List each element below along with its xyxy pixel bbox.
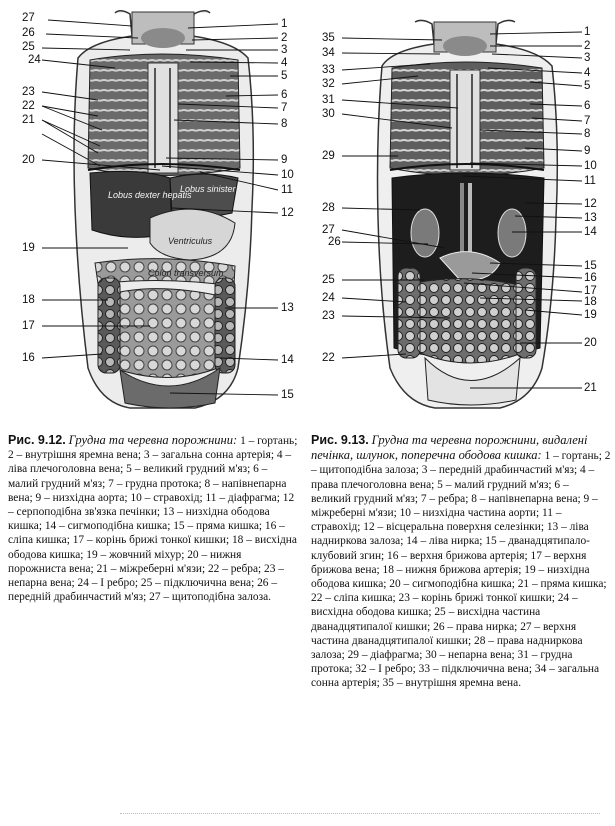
callout-right-7: 7 xyxy=(584,115,591,127)
callout-right-1: 1 xyxy=(281,18,288,30)
figure-number: Рис. 9.12. xyxy=(8,433,66,447)
callout-left-31: 31 xyxy=(322,94,335,106)
callout-right-1: 1 xyxy=(584,26,591,38)
callout-right-5: 5 xyxy=(281,70,288,82)
callout-right-7: 7 xyxy=(281,102,288,114)
callout-right-11: 11 xyxy=(281,184,293,196)
callout-left-22: 22 xyxy=(322,352,335,364)
anatomy-illustration-9-12 xyxy=(20,8,300,428)
callout-left-23: 23 xyxy=(322,310,335,322)
callout-left-35: 35 xyxy=(322,32,335,44)
callout-right-11: 11 xyxy=(584,175,596,187)
callout-left-28: 28 xyxy=(322,202,335,214)
callout-left-21: 21 xyxy=(22,114,35,126)
callout-right-5: 5 xyxy=(584,80,591,92)
callout-right-6: 6 xyxy=(584,100,591,112)
callout-right-10: 10 xyxy=(281,169,294,181)
callout-left-22: 22 xyxy=(22,100,35,112)
callout-left-18: 18 xyxy=(22,294,35,306)
callout-right-9: 9 xyxy=(281,154,288,166)
figure-title: Грудна та черевна порожнини, видалені печінка, шлунок, поперечна ободова кишка: xyxy=(311,433,588,463)
callout-left-17: 17 xyxy=(22,320,35,332)
callout-left-32: 32 xyxy=(322,78,335,90)
callout-right-10: 10 xyxy=(584,160,597,172)
figure-legend: 1 – гортань; 2 – внутрішня яремна вена; 3 – загальна сонна артерія; 4 – ліва плечоголовна вена; 5 – великий грудний м'яз; 6 – малий грудний м'яз; 7 – грудна протока; 8 – напівнепарна вена; 9 – низхідна аорта; 10 – стравохід; 11 – діафрагма; 12 – серпоподібна зв'язка печінки; 13 – низхідна ободова кишка; 14 – сигмоподібна кишка; 15 – пряма кишка; 16 – сліпа кишка; 17 – корінь брижі тонкої кишки; 18 – висхідна ободова кишка; 19 – жовчний міхур; 20 – нижня порожниста вена; 21 – міжреберні м'язи; 22 – ребра; 23 – непарна вена; 24 – І ребро; 25 – підключична вена; 26 – передній драбинчастий м'яз; 27 – щитоподібна залоза. xyxy=(8,435,298,604)
figure-9-13 xyxy=(320,18,610,413)
callout-left-24: 24 xyxy=(322,292,335,304)
callout-left-29: 29 xyxy=(322,150,335,162)
callout-right-15: 15 xyxy=(584,260,597,272)
callout-right-8: 8 xyxy=(281,118,288,130)
callout-right-12: 12 xyxy=(584,198,597,210)
callout-right-4: 4 xyxy=(584,67,591,79)
callout-right-16: 16 xyxy=(584,272,597,284)
callout-right-19: 19 xyxy=(584,309,597,321)
callout-right-3: 3 xyxy=(281,44,288,56)
callout-left-27: 27 xyxy=(322,224,335,236)
callout-right-9: 9 xyxy=(584,145,591,157)
callout-right-18: 18 xyxy=(584,296,597,308)
callout-right-13: 13 xyxy=(584,212,597,224)
callout-right-15: 15 xyxy=(281,389,294,401)
callout-left-33: 33 xyxy=(322,64,335,76)
page-footer-rule xyxy=(120,813,600,824)
callout-right-12: 12 xyxy=(281,207,294,219)
callout-left-24: 24 xyxy=(28,54,41,66)
figure-legend: 1 – гортань; 2 – щитоподібна залоза; 3 – передній драбинчастий м'яз; 4 – права плечоголовна вена; 5 – малий грудний м'яз; 6 – великий грудний м'яз; 7 – ребра; 8 – напівнепарна вена; 9 – міжреберні м'язи; 10 – низхідна частина аорти; 11 – стравохід; 12 – вісцеральна поверхня селезінки; 13 – ліва надниркова залоза; 14 – ліва нирка; 15 – дванадцятипало-клубовий згин; 16 – верхня брижова артерія; 17 – верхня брижова вена; 18 – нижня брижова артерія; 19 – низхідна ободова кишка; 20 – сигмоподібна кишка; 21 – пряма кишка; 22 – сліпа кишка; 23 – корінь брижі тонкої кишки; 24 – висхідна ободова кишка; 25 – висхідна частина дванадцятипалої кишки; 26 – права нирка; 27 – верхня частина дванадцятипалої кишки; 28 – права надниркова залоза; 29 – діафрагма; 30 – непарна вена; 31 – грудна протока; 32 – І ребро; 33 – підключична вена; 34 – загальна сонна артерія; 35 – внутрішня яремна вена. xyxy=(311,450,611,690)
callout-left-23: 23 xyxy=(22,86,35,98)
callout-left-25: 25 xyxy=(22,41,35,53)
callout-left-26: 26 xyxy=(328,236,341,248)
caption-fig-9-12 xyxy=(8,433,298,604)
callout-right-17: 17 xyxy=(584,285,597,297)
callout-right-2: 2 xyxy=(584,40,591,52)
colon-transversum-label: Colon transversum xyxy=(148,268,224,278)
figure-number: Рис. 9.13. xyxy=(311,433,369,447)
callout-right-2: 2 xyxy=(281,32,288,44)
callout-left-30: 30 xyxy=(322,108,335,120)
lobus-dexter-label: Lobus dexter hepatis xyxy=(108,190,192,200)
callout-left-25: 25 xyxy=(322,274,335,286)
callout-right-4: 4 xyxy=(281,57,288,69)
caption-fig-9-13 xyxy=(311,433,611,691)
callout-left-16: 16 xyxy=(22,352,35,364)
lobus-sinister-label: Lobus sinister xyxy=(180,184,236,194)
callout-left-19: 19 xyxy=(22,242,35,254)
callout-right-21: 21 xyxy=(584,382,597,394)
ventriculus-label: Ventriculus xyxy=(168,236,213,246)
callout-right-3: 3 xyxy=(584,52,591,64)
figure-title: Грудна та черевна порожнини: xyxy=(68,433,238,447)
callout-right-6: 6 xyxy=(281,89,288,101)
callout-left-20: 20 xyxy=(22,154,35,166)
callout-right-8: 8 xyxy=(584,128,591,140)
figure-9-12 xyxy=(20,8,300,428)
anatomy-illustration-9-13 xyxy=(320,18,610,413)
callout-right-13: 13 xyxy=(281,302,294,314)
callout-left-34: 34 xyxy=(322,47,335,59)
callout-left-26: 26 xyxy=(22,27,35,39)
callout-left-27: 27 xyxy=(22,12,35,24)
callout-right-14: 14 xyxy=(281,354,294,366)
callout-right-20: 20 xyxy=(584,337,597,349)
callout-right-14: 14 xyxy=(584,226,597,238)
